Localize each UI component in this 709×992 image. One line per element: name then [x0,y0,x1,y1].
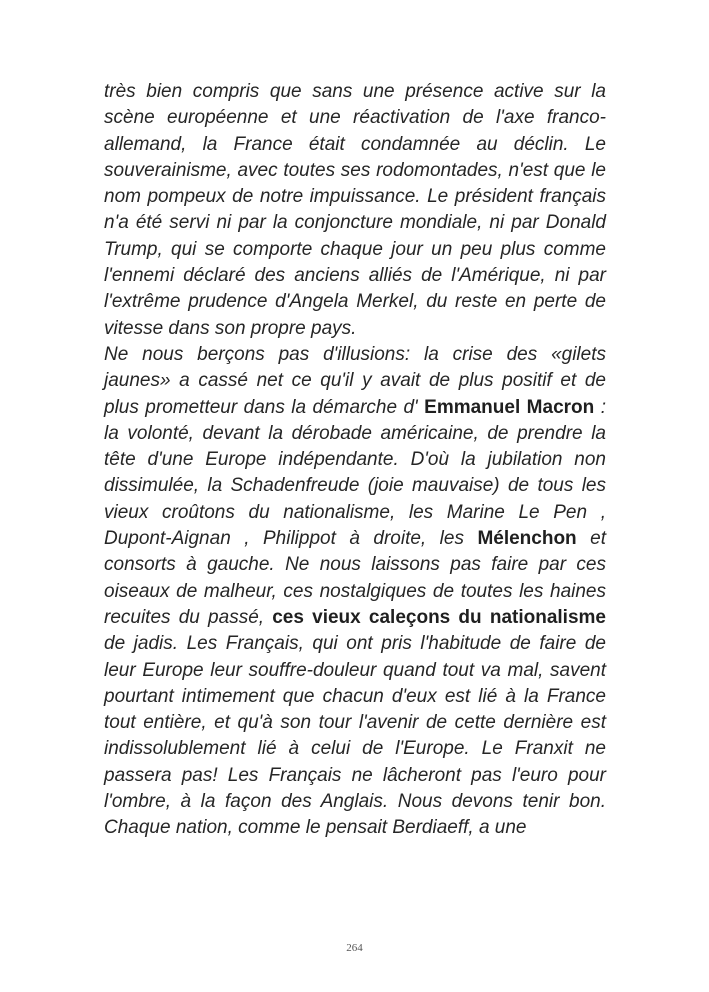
paragraph-2-text-4: de jadis. Les Français, qui ont pris l'habitude de faire de leur Europe leur souffre-douleur quand tout va mal, savent pourtant intimement que chacun d'eux est lié à la France tout entière, et qu'à son tour l'avenir de cette dernière est indissolublement lié à celui de l'Europe. Le Franxit ne passera pas! Les Français ne lâcheront pas l'euro pour l'ombre, à la façon des Anglais. Nous devons tenir bon. Chaque nation, comme le pensait Berdiaeff, a une [104,633,606,839]
paragraph-2 [104,342,606,842]
paragraph-1: très bien compris que sans une présence active sur la scène européenne et une réactivation de l'axe franco-allemand, la France était condamnée au déclin. Le souverainisme, avec toutes ses rodomontades, n'est que le nom pompeux de notre impuissance. Le président français n'a été servi ni par la conjoncture mondiale, ni par Donald Trump, qui se comporte chaque jour un peu plus comme l'ennemi déclaré des anciens alliés de l'Amérique, ni par l'extrême prudence d'Angela Merkel, du reste en perte de vitesse dans son propre pays. [104,81,606,339]
page-number: 264 [346,942,363,954]
paragraph-2-text-1: Ne nous berçons pas d'illusions: la crise des «gilets jaunes» a cassé net ce qu'il y avait de plus positif et de plus prometteur dans la démarche d' [104,343,606,418]
paragraph-2-text-2: : la volonté, devant la dérobade américaine, de prendre la tête d'une Europe indépendante. D'où la jubilation non dissimulée, la Schadenfreude (joie mauvaise) de tous les vieux croûtons du nationalisme, les Marine Le Pen , Dupont-Aignan , Philippot à droite, les [104,396,606,550]
body-text [104,79,606,842]
bold-phrase-vieux-calecons: ces vieux caleçons du nationalisme [272,606,606,628]
bold-name-emmanuel-macron: Emmanuel Macron [424,396,595,418]
paragraph-2-text-3: et consorts à gauche. Ne nous laissons pas faire par ces oiseaux de malheur, ces nostalgiques de toutes les haines recuites du passé, [104,528,606,628]
bold-name-melenchon: Mélenchon [477,528,577,550]
